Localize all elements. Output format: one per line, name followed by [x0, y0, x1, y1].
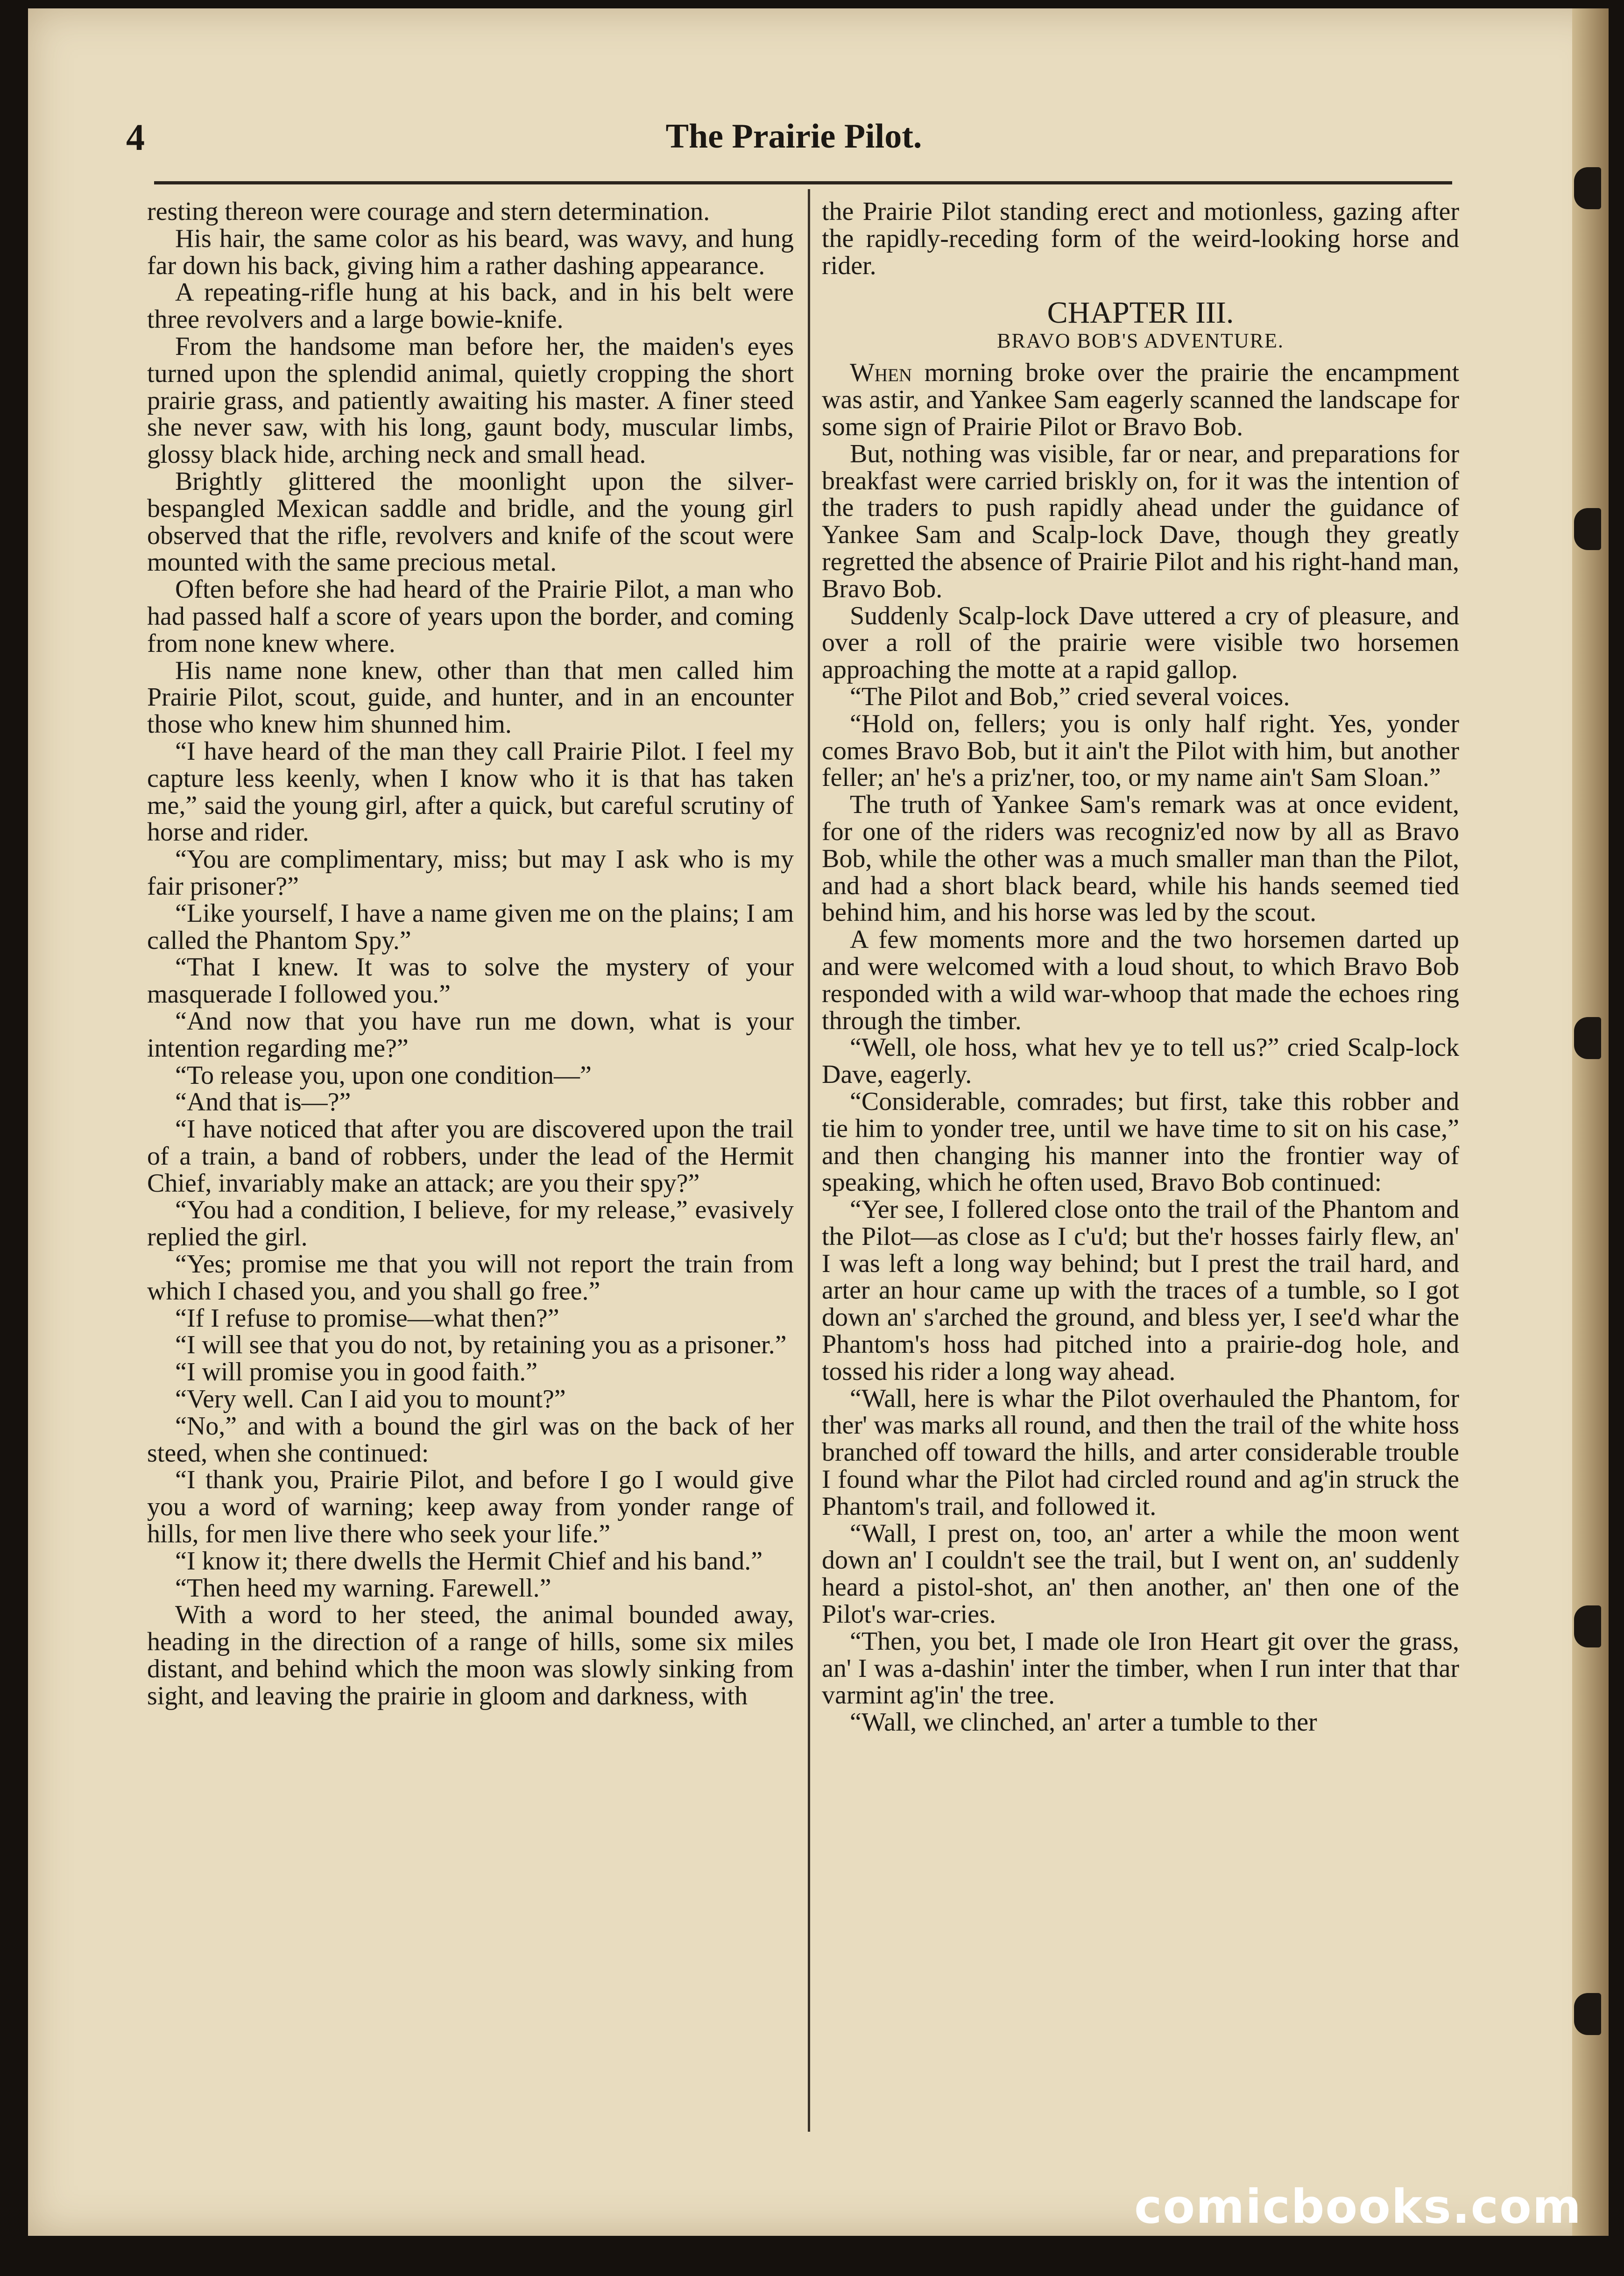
paragraph: “Wall, we clinched, an' arter a tumble to ther	[850, 1708, 1317, 1737]
paragraph: But, nothing was visible, far or near, and preparations for breakfast were carried briskly on, for it was the intention of the traders to push rapidly ahead under the guidance of Yankee Sam and Scalp-lock Dave, though they greatly regretted the absence of Prairie Pilot and his right-hand man, Bravo Bob.	[822, 439, 1459, 603]
paragraph: the Prairie Pilot standing erect and motionless, gazing after the rapidly-receding form of the weird-looking horse and rider.	[822, 197, 1459, 280]
staple-icon	[1574, 1993, 1601, 2035]
paragraph: “I thank you, Prairie Pilot, and before I go I would give you a word of warning; keep away from yonder range of hills, for men live there who seek your life.”	[147, 1465, 794, 1549]
paragraph: “Wall, I prest on, too, an' arter a while the moon went down an' I couldn't see the trail, but I went on, an' suddenly heard a pistol-shot, an' then another, an' then one of the Pilot's war-cries.	[822, 1519, 1459, 1629]
paragraph: “I will see that you do not, by retaining you as a prisoner.”	[175, 1330, 787, 1360]
paragraph: “Hold on, fellers; you is only half right. Yes, yonder comes Bravo Bob, but it ain't the Pilot with him, but another feller; an' he's a priz'ner, too, or my name ain't Sam Sloan.”	[822, 709, 1459, 792]
left-column	[147, 198, 794, 1710]
running-title: The Prairie Pilot.	[665, 117, 922, 156]
paragraph: “Well, ole hoss, what hev ye to tell us?” cried Scalp-lock Dave, eagerly.	[822, 1033, 1459, 1089]
paragraph: “I have noticed that after you are discovered upon the trail of a train, a band of robbers, under the lead of the Hermit Chief, invariably make an attack; are you their spy?”	[147, 1115, 794, 1198]
paragraph: “I will promise you in good faith.”	[175, 1357, 538, 1387]
column-divider	[808, 189, 810, 2132]
drop-word: When	[850, 358, 912, 388]
paragraph: “And that is—?”	[175, 1088, 351, 1117]
paragraph: “Then, you bet, I made ole Iron Heart git over the grass, an' I was a-dashin' inter the timber, when I run inter that thar varmint ag'in' the tree.	[822, 1626, 1459, 1710]
chapter-opening-paragraph	[822, 360, 1459, 440]
paragraph: Brightly glittered the moonlight upon the silver-bespangled Mexican saddle and bridle, and the young girl observed that the rifle, revolvers and knife of the scout were mounted with the same precious metal.	[147, 467, 794, 577]
paragraph: From the handsome man before her, the maiden's eyes turned upon the splendid animal, quietly cropping the short prairie grass, and patiently awaiting his master. A finer steed she never saw, with his long, gaunt body, muscular limbs, glossy black hide, arching neck and small head.	[147, 332, 794, 469]
chapter-title: CHAPTER III.	[1047, 296, 1234, 330]
paragraph: With a word to her steed, the animal bounded away, heading in the direction of a range of hills, some six miles distant, and behind which the moon was slowly sinking from sight, and leaving the prairie in gloom and darkness, with	[147, 1600, 794, 1711]
staple-icon	[1574, 1017, 1601, 1059]
paragraph: A repeating-rifle hung at his back, and in his belt were three revolvers and a large bowie-knife.	[147, 278, 794, 334]
page-header	[126, 117, 1462, 168]
paragraph: resting thereon were courage and stern determination.	[147, 197, 710, 226]
paragraph: “No,” and with a bound the girl was on the back of her steed, when she continued:	[147, 1411, 794, 1468]
paragraph: “That I knew. It was to solve the mystery of your masquerade I followed you.”	[147, 953, 794, 1009]
paragraph: “I have heard of the man they call Prairie Pilot. I feel my capture less keenly, when I know who it is that has taken me,” said the young girl, after a quick, but careful scrutiny of horse and rider.	[147, 736, 794, 847]
staple-icon	[1574, 167, 1601, 209]
paragraph: The truth of Yankee Sam's remark was at once evident, for one of the riders was recogniz'ed now by all as Bravo Bob, while the other was a much smaller man than the Pilot, and had a short black beard, while his hands seemed tied behind him, and his horse was led by the scout.	[822, 790, 1459, 927]
paragraph: “Then heed my warning. Farewell.”	[175, 1573, 551, 1603]
paragraph: A few moments more and the two horsemen darted up and were welcomed with a loud shout, to which Bravo Bob responded with a wild war-whoop that made the echoes ring through the timber.	[822, 925, 1459, 1035]
paragraph: “Like yourself, I have a name given me on the plains; I am called the Phantom Spy.”	[147, 898, 794, 955]
paragraph: His hair, the same color as his beard, was wavy, and hung far down his back, giving him a rather dashing appearance.	[147, 224, 794, 280]
paragraph: “I know it; there dwells the Hermit Chief and his band.”	[175, 1546, 763, 1576]
chapter-subtitle: BRAVO BOB'S ADVENTURE.	[997, 329, 1284, 353]
paragraph: “If I refuse to promise—what then?”	[175, 1303, 559, 1333]
paragraph: “You had a condition, I believe, for my release,” evasively replied the girl.	[147, 1195, 794, 1252]
paragraph: Often before she had heard of the Prairie Pilot, a man who had passed half a score of years upon the border, and coming from none knew where.	[147, 575, 794, 658]
staple-icon	[1574, 1605, 1601, 1647]
header-rule	[154, 181, 1452, 184]
paragraph: “The Pilot and Bob,” cried several voices.	[850, 682, 1290, 711]
paragraph: “Very well. Can I aid you to mount?”	[175, 1385, 566, 1414]
staple-icon	[1574, 508, 1601, 550]
paragraph: Suddenly Scalp-lock Dave uttered a cry of pleasure, and over a roll of the prairie were visible two horsemen approaching the motte at a rapid gallop.	[822, 601, 1459, 685]
page-spine	[1572, 8, 1609, 2236]
site-watermark: comicbooks.com	[1134, 2179, 1582, 2234]
paragraph: “Yes; promise me that you will not report the train from which I chased you, and you shall go free.”	[147, 1250, 794, 1306]
paragraph: “And now that you have run me down, what is your intention regarding me?”	[147, 1006, 794, 1063]
paragraph: “Considerable, comrades; but first, take this robber and tie him to yonder tree, until we have time to sit on his case,” and then changing his manner into the frontier way of speaking, which he often used, Bravo Bob continued:	[822, 1087, 1459, 1197]
paragraph: “Yer see, I follered close onto the trail of the Phantom and the Pilot—as close as I c'u'd; but the'r hosses fairly flew, an' I was left a long way behind; but I prest the trail hard, and arter an hour came up with the traces of a tumble, so I got down an' s'arched the ground, and bless yer, I see'd whar the Phantom's hoss had pitched into a prairie-dog hole, and tossed his rider a long way ahead.	[822, 1195, 1459, 1386]
paragraph: His name none knew, other than that men called him Prairie Pilot, scout, guide, and hunter, and in an encounter those who knew him shunned him.	[147, 656, 794, 739]
page-number: 4	[126, 117, 145, 158]
paragraph: “You are complimentary, miss; but may I ask who is my fair prisoner?”	[147, 845, 794, 901]
right-column	[822, 198, 1459, 1736]
paragraph: “Wall, here is whar the Pilot overhauled the Phantom, for ther' was marks all round, and then the trail of the white hoss branched off toward the hills, and arter considerable trouble I found whar the Pilot had circled round and ag'in struck the Phantom's trail, and followed it.	[822, 1384, 1459, 1521]
paragraph: “To release you, upon one condition—”	[175, 1060, 592, 1090]
paragraph-text: morning broke over the prairie the encampment was astir, and Yankee Sam eagerly scanned the landscape for some sign of Prairie Pilot or Bravo Bob.	[822, 358, 1459, 441]
